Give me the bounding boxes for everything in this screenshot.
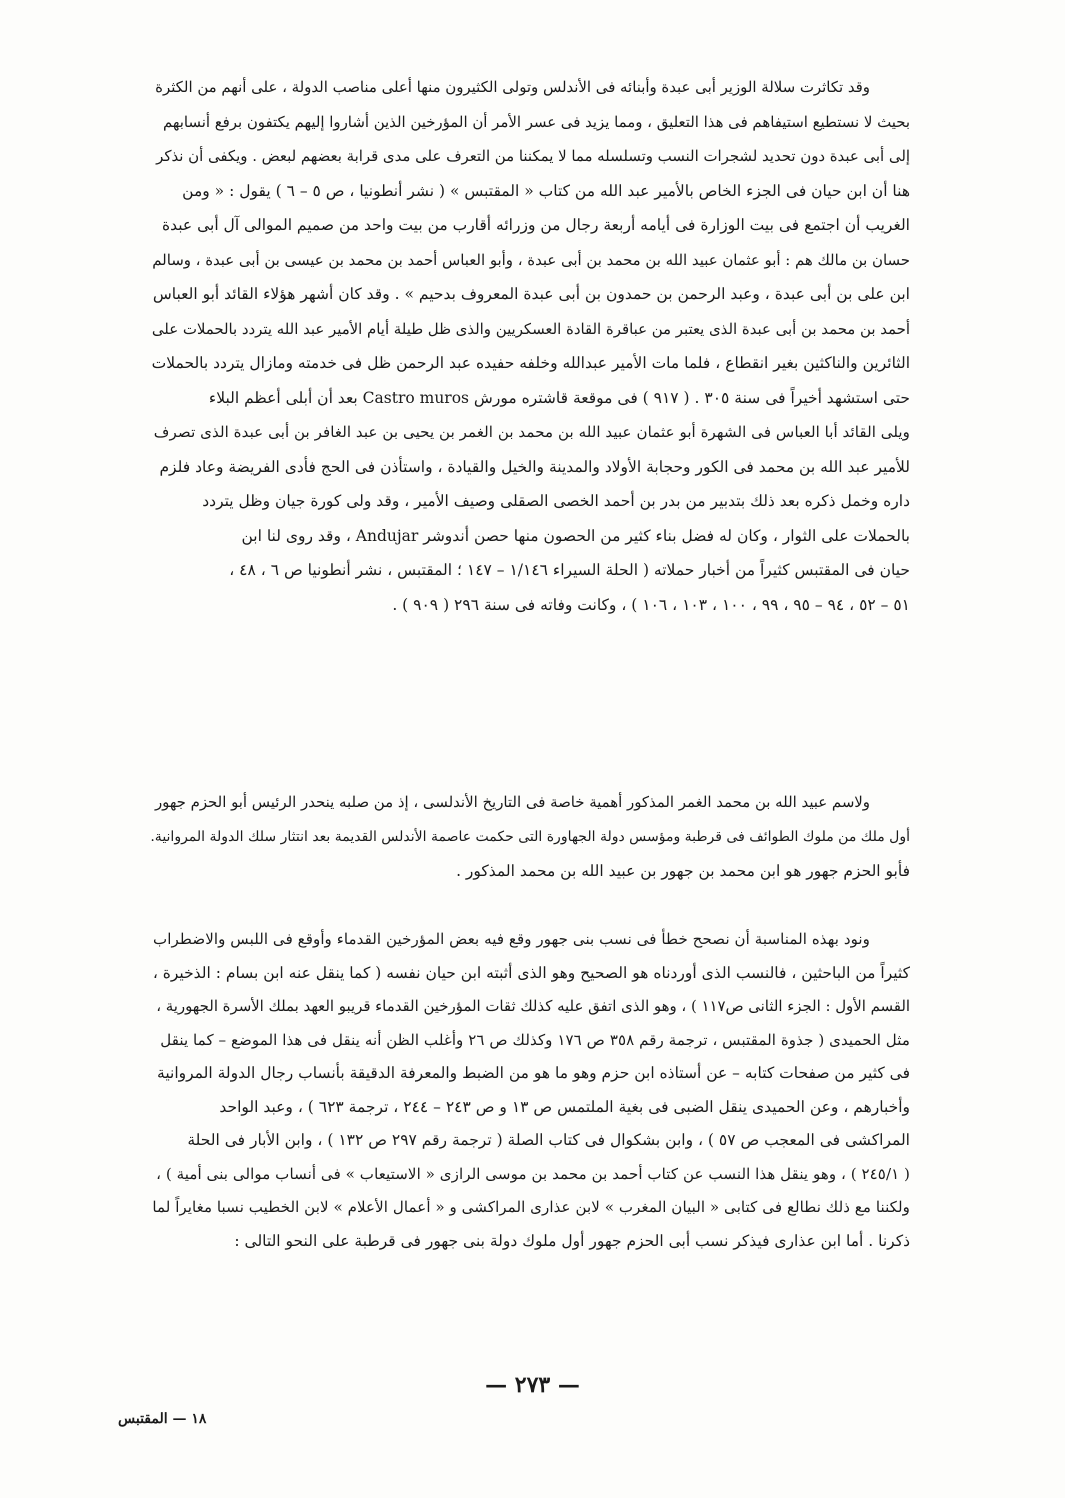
text-line: ويلى القائد أبا العباس فى الشهرة أبو عثمان عبيد الله بن محمد بن الغمر بن يحيى بن عبد الغافر بن أبى عبدة الذى تصرف bbox=[153, 423, 910, 441]
text-line: وقد تكاثرت سلالة الوزير أبى عبدة وأبنائه فى الأندلس وتولى الكثيرون منها أعلى مناصب الدولة ، على أنهم من الكثرة bbox=[155, 78, 870, 96]
text-line: حيان فى المقتبس كثيراً من أخبار حملاته ( الحلة السيراء ١/١٤٦ – ١٤٧ ؛ المقتبس ، نشر أنطونيا ص ٦ ، ٤٨ ، bbox=[229, 561, 910, 579]
text-line: أول ملك من ملوك الطوائف فى قرطبة ومؤسس دولة الجهاورة التى حكمت عاصمة الأندلس القديمة بعد انتثار سلك الدولة المروانية. bbox=[150, 828, 910, 845]
text-line: وأخبارهم ، وعن الحميدى ينقل الضبى فى بغية الملتمس ص ١٣ و ص ٢٤٣ – ٢٤٤ ، ترجمة ٦٢٣ ) ، وعبد الواحد bbox=[219, 1097, 910, 1116]
text-line: ٥١ – ٥٢ ، ٩٤ – ٩٥ ، ٩٩ ، ١٠٠ ، ١٠٣ ، ١٠٦ ) ، وكانت وفاته فى سنة ٢٩٦ ( ٩٠٩ ) . bbox=[392, 595, 910, 614]
text-line: بحيث لا نستطيع استيفاهم فى هذا التعليق ، ومما يزيد فى عسر الأمر أن المؤرخين الذين أشاروا إليهم يكتفون برفع أنسابهم bbox=[162, 112, 910, 131]
text-line: ولكننا مع ذلك نطالع فى كتابى « البيان المغرب » لابن عذارى المراكشى و « أعمال الأعلام » لابن الخطيب نسبا مغايراً لما bbox=[152, 1198, 910, 1216]
signature-mark: ١٨ — المقتبس bbox=[118, 1411, 207, 1427]
text-line: إلى أبى عبدة دون تحديد لشجرات النسب وتسلسله مما لا يمكننا من التعرف على مدى قرابة بعضهم لبعض . ويكفى أن نذكر bbox=[156, 147, 910, 165]
text-line: فى كثير من صفحات كتابه – عن أستاذه ابن حزم وهو ما هو من الضبط والمعرفة الدقيقة بأنساب رجال الدولة المروانية bbox=[157, 1064, 910, 1082]
text-line: ولاسم عبيد الله بن محمد الغمر المذكور أهمية خاصة فى التاريخ الأندلسى ، إذ من صلبه ينحدر الرئيس أبو الحزم جهور bbox=[154, 793, 870, 811]
text-line: مثل الحميدى ( جذوة المقتبس ، ترجمة رقم ٣٥٨ ص ١٧٦ وكذلك ص ٢٦ وأغلب الظن أنه ينقل فى هذا الموضع – كما ينقل bbox=[160, 1030, 910, 1049]
text-line: هنا أن ابن حيان فى الجزء الخاص بالأمير عبد الله من كتاب « المقتبس » ( نشر أنطونيا ، ص ٥ – ٦ ) يقول : « ومن bbox=[182, 181, 910, 200]
text-line: المراكشى فى المعجب ص ٥٧ ) ، وابن بشكوال فى كتاب الصلة ( ترجمة رقم ٢٩٧ ص ١٣٢ ) ، وابن الأبار فى الحلة bbox=[187, 1131, 910, 1149]
paragraph-3 bbox=[150, 923, 910, 1258]
paragraph-2 bbox=[150, 785, 910, 889]
text-line: القسم الأول : الجزء الثانى ص١١٧ ) ، وهو الذى اتفق عليه كذلك ثقات المؤرخين القدماء قريبو العهد بملك الأسرة الجهورية ، bbox=[156, 997, 910, 1015]
text-line: ( ٢٤٥/١ ) ، وهو ينقل هذا النسب عن كتاب أحمد بن محمد بن موسى الرازى « الاستيعاب » فى أنساب موالى بنى أمية ) ، bbox=[156, 1164, 910, 1183]
text-line: الثائرين والناكثين بغير انقطاع ، فلما مات الأمير عبدالله وخلفه حفيده عبد الرحمن ظل فى خدمته ومازال يتردد بالحملات bbox=[151, 354, 910, 372]
text-line: بالحملات على الثوار ، وكان له فضل بناء كثير من الحصون منها حصن أندوشر Andujar ، وقد روى لنا ابن bbox=[241, 526, 910, 545]
text-line: حتى استشهد أخيراً فى سنة ٣٠٥ . ( ٩١٧ ) فى موقعة قاشتره مورش Castro muros بعد أن أبلى أعظم البلاء bbox=[208, 388, 910, 407]
paragraph-1 bbox=[150, 70, 910, 622]
text-line: فأبو الحزم جهور هو ابن محمد بن جهور بن عبيد الله بن محمد المذكور . bbox=[456, 862, 910, 880]
text-line: للأمير عبد الله بن محمد فى الكور وحجابة الأولاد والمدينة والخيل والقيادة ، واستأذن فى الحج فأدى الفريضة وعاد فلزم bbox=[159, 457, 910, 476]
text-line: أحمد بن محمد بن أبى عبدة الذى يعتبر من عباقرة القادة العسكريين والذى ظل طيلة أيام الأمير عبد الله يتردد بالحملات على bbox=[151, 319, 910, 338]
text-line: حسان بن مالك هم : أبو عثمان عبيد الله بن محمد بن أبى عبدة ، وأبو العباس أحمد بن محمد بن عيسى بن أبى عبدة ، وسالم bbox=[152, 250, 910, 269]
text-line: ابن على بن أبى عبدة ، وعبد الرحمن بن حمدون بن أبى عبدة المعروف بدحيم » . وقد كان أشهر هؤلاء القائد أبو العباس bbox=[152, 285, 910, 303]
text-line: كثيراً من الباحثين ، فالنسب الذى أوردناه هو الصحيح وهو الذى أثبته ابن حيان نفسه ( كما ينقل عنه ابن بسام : الذخيرة ، bbox=[152, 963, 910, 982]
text-line: الغريب أن اجتمع فى بيت الوزارة فى أيامه أربعة رجال من وزرائه أقارب من بيت واحد من صميم الموالى آل أبى عبدة bbox=[161, 216, 910, 234]
page-number: — ٢٧٣ — bbox=[485, 1372, 580, 1398]
text-line: ونود بهذه المناسبة أن نصحح خطأ فى نسب بنى جهور وقع فيه بعض المؤرخين القدماء وأوقع فى اللبس والاضطراب bbox=[152, 930, 870, 948]
text-line: داره وخمل ذكره بعد ذلك بتدبير من بدر بن أحمد الخصى الصقلى وصيف الأمير ، وقد ولى كورة جيان وظل يتردد bbox=[202, 492, 910, 510]
text-line: ذكرنا . أما ابن عذارى فيذكر نسب أبى الحزم جهور أول ملوك دولة بنى جهور فى قرطبة على النحو التالى : bbox=[234, 1231, 910, 1250]
